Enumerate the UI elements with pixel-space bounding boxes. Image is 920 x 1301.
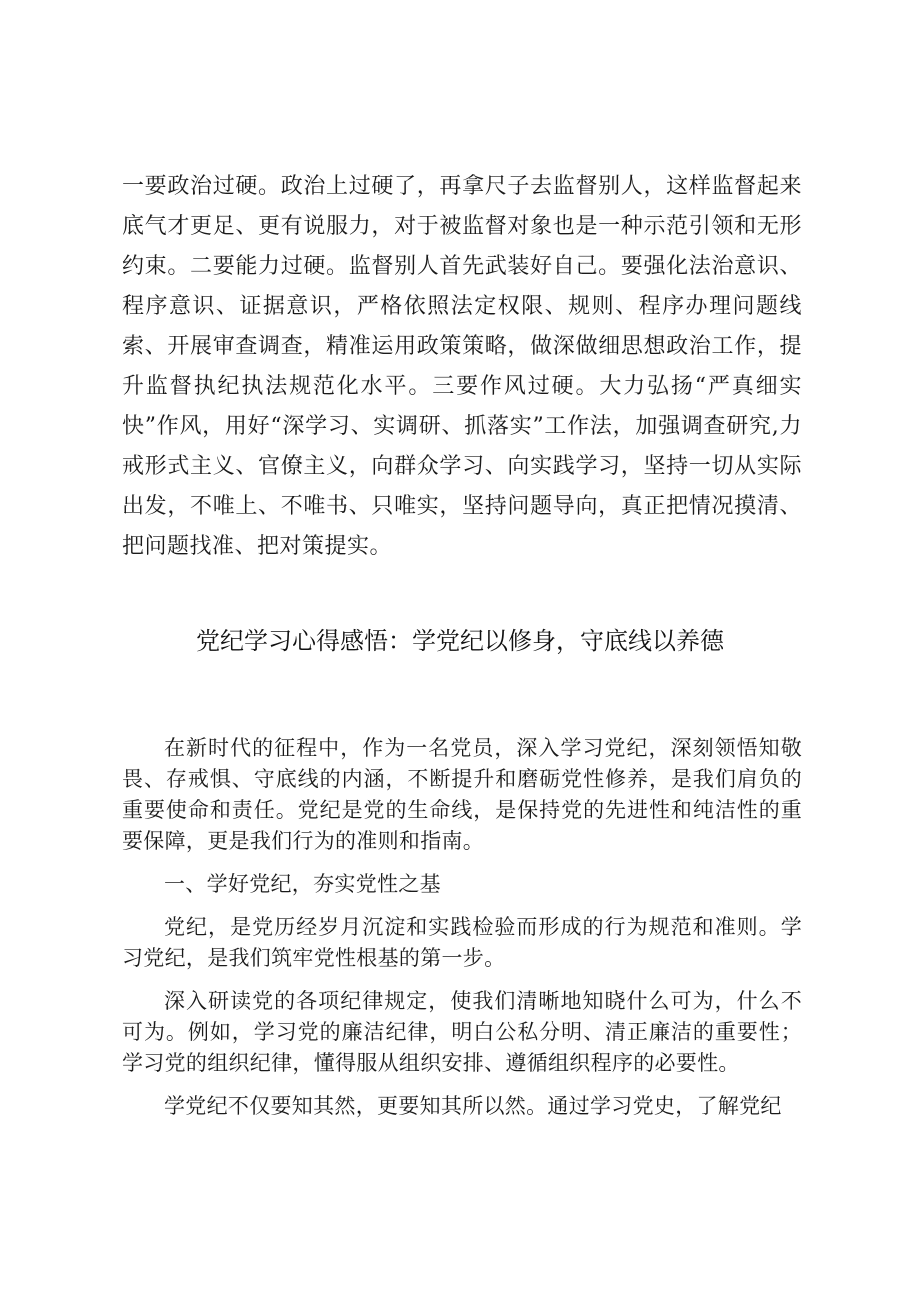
article-title: 党纪学习心得感悟：学党纪以修身，守底线以养德 [196, 627, 724, 655]
article-body [122, 733, 802, 1134]
continued-paragraph: 一要政治过硬。政治上过硬了，再拿尺子去监督别人，这样监督起来底气才更足、更有说服力，对于被监督对象也是一种示范引领和无形约束。二要能力过硬。监督别人首先武装好自己。要强化法治意识、程序意识、证据意识，严格依照法定权限、规则、程序办理问题线索、开展审查调查，精准运用政策策略，做深做细思想政治工作，提升监督执纪执法规范化水平。三要作风过硬。大力弘扬“严真细实快”作风，用好“深学习、实调研、抓落实”工作法，加强调查研究,力戒形式主义、官僚主义，向群众学习、向实践学习，坚持一切从实际出发，不唯上、不唯书、只唯实，坚持问题导向，真正把情况摸清、把问题找准、把对策提实。 [122, 174, 802, 559]
body-paragraph: 深入研读党的各项纪律规定，使我们清晰地知晓什么可为，什么不可为。例如，学习党的廉洁纪律，明白公私分明、清正廉洁的重要性；学习党的组织纪律，懂得服从组织安排、遵循组织程序的必要性。 [122, 989, 802, 1075]
body-paragraph: 学党纪不仅要知其然，更要知其所以然。通过学习党史，了解党纪 [164, 1094, 782, 1118]
section-heading: 一、学好党纪，夯实党性之基 [164, 872, 441, 896]
intro-paragraph: 在新时代的征程中，作为一名党员，深入学习党纪，深刻领悟知敬畏、存戒惧、守底线的内涵，不断提升和磨砺党性修养，是我们肩负的重要使命和责任。党纪是党的生命线，是保持党的先进性和纯洁性的重要保障，更是我们行为的准则和指南。 [122, 736, 802, 853]
body-paragraph: 党纪，是党历经岁月沉淀和实践检验而形成的行为规范和准则。学习党纪，是我们筑牢党性根基的第一步。 [122, 915, 802, 970]
